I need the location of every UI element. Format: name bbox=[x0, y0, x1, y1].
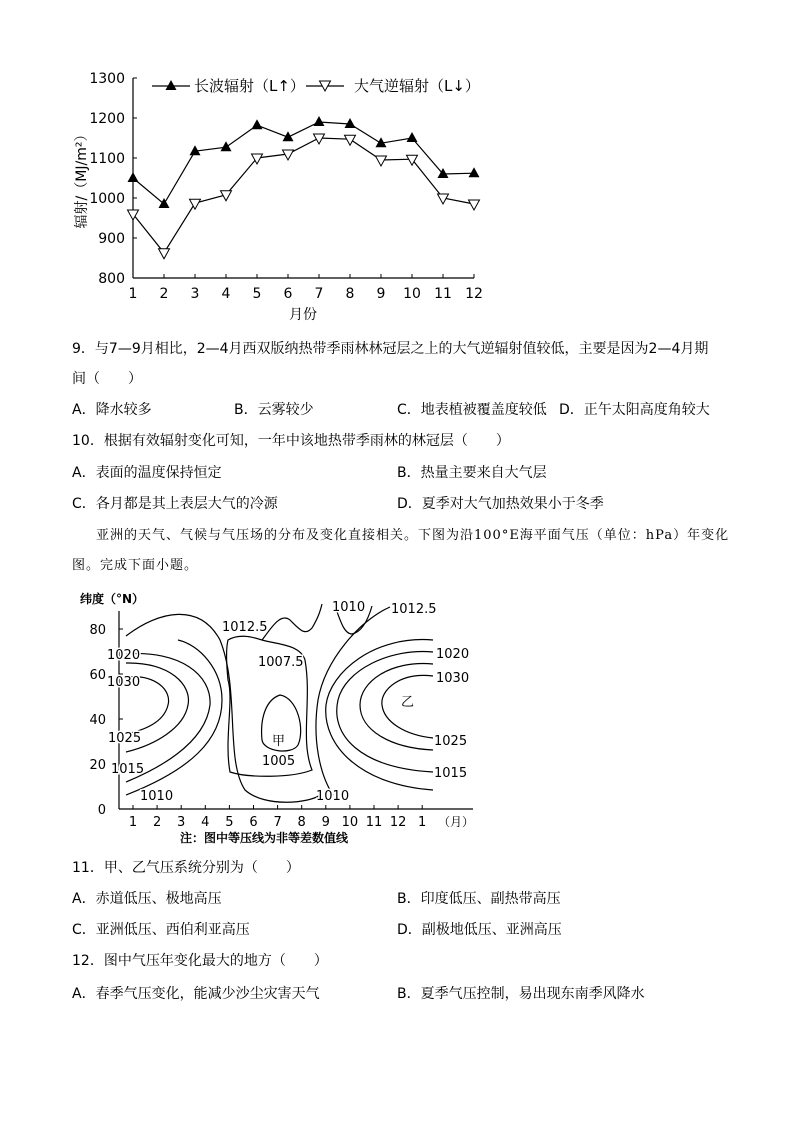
isobar-y-tick-label: 0 bbox=[97, 803, 106, 818]
chart-series bbox=[128, 116, 480, 259]
x-tick-label: 12 bbox=[465, 286, 483, 302]
isobar-label-l1005: 1005 bbox=[262, 754, 296, 769]
isobar-y-title: 纬度（°N） bbox=[80, 592, 145, 606]
x-tick-label: 7 bbox=[314, 286, 324, 302]
point-longwave bbox=[407, 132, 418, 142]
isobar-lines bbox=[126, 604, 433, 802]
isobar-x-tick-label: 1 bbox=[418, 815, 427, 830]
isobar-y-tick-label: 60 bbox=[89, 668, 106, 683]
isobar-label-l1020-right: 1020 bbox=[436, 647, 470, 662]
isobar-x-tick-label: 7 bbox=[273, 815, 282, 830]
point-longwave bbox=[159, 198, 170, 208]
isobar-label-l1010-top: 1010 bbox=[332, 600, 366, 615]
point-longwave bbox=[345, 118, 356, 128]
legend-label-longwave: 长波辐射（L↑） bbox=[194, 77, 305, 95]
isobar-1012-5-left bbox=[126, 614, 320, 802]
isobar-1015-right bbox=[326, 640, 433, 790]
radiation-line-chart bbox=[0, 0, 794, 330]
isobar-x-tick-label: 8 bbox=[297, 815, 306, 830]
isobar-label-l1012-5-a: 1012.5 bbox=[222, 620, 268, 635]
y-tick-label: 1300 bbox=[89, 71, 125, 87]
isobar-x-tick-label: 9 bbox=[321, 815, 330, 830]
isobar-x-tick-label: 3 bbox=[177, 815, 186, 830]
x-tick-label: 1 bbox=[128, 286, 138, 302]
isobar-x-tick-label: 6 bbox=[249, 815, 258, 830]
isobar-y-tick-label: 40 bbox=[89, 713, 106, 728]
x-axis-label: 月份 bbox=[289, 307, 317, 323]
q11-option-a[interactable]: A．赤道低压、极地高压 bbox=[72, 891, 222, 907]
isobar-label-l1015-right: 1015 bbox=[434, 766, 468, 781]
isobar-x-tick-label: 11 bbox=[365, 815, 383, 830]
isobar-note: 注：图中等压线为非等差数值线 bbox=[180, 831, 349, 845]
isobar-1020-right bbox=[337, 652, 433, 772]
isobar-label-l1030-right: 1030 bbox=[436, 671, 470, 686]
q10-option-c[interactable]: C．各月都是其上表层大气的冷源 bbox=[72, 496, 278, 512]
chart-ticks bbox=[89, 71, 483, 302]
isobar-x-tick-label: 12 bbox=[389, 815, 407, 830]
point-longwave bbox=[469, 167, 480, 177]
point-longwave bbox=[252, 119, 263, 129]
isobar-x-unit: （月） bbox=[438, 815, 475, 829]
point-longwave bbox=[128, 172, 139, 182]
x-tick-label: 11 bbox=[434, 286, 452, 302]
series-line-2 bbox=[133, 138, 474, 253]
isobar-x-tick-label: 1 bbox=[128, 815, 138, 830]
isobar-label-l1030-left: 1030 bbox=[107, 675, 141, 690]
x-tick-label: 6 bbox=[283, 286, 293, 302]
q9-option-d[interactable]: D．正午太阳高度角较大 bbox=[559, 402, 710, 418]
point-counter-radiation bbox=[190, 199, 201, 209]
q9-option-b[interactable]: B．云雾较少 bbox=[234, 402, 314, 418]
point-counter-radiation bbox=[469, 200, 480, 210]
isobar-1012-5-top bbox=[262, 604, 322, 640]
x-tick-label: 3 bbox=[190, 286, 200, 302]
q12-option-b[interactable]: B．夏季气压控制，易出现东南季风降水 bbox=[397, 986, 645, 1002]
q9-option-c[interactable]: C．地表植被覆盖度较低 bbox=[397, 402, 547, 418]
q10-stem: 10．根据有效辐射变化可知，一年中该地热带季雨林的林冠层（ ） bbox=[72, 433, 510, 449]
point-counter-radiation bbox=[159, 249, 170, 259]
x-tick-label: 8 bbox=[345, 286, 355, 302]
isobar-x-tick-label: 2 bbox=[152, 815, 162, 830]
q11-option-c[interactable]: C．亚洲低压、西伯利亚高压 bbox=[72, 922, 250, 938]
point-counter-radiation bbox=[345, 135, 356, 145]
isobar-label-l1025-right: 1025 bbox=[434, 734, 468, 749]
legend-label-counter: 大气逆辐射（L↓） bbox=[354, 77, 480, 95]
x-tick-label: 4 bbox=[221, 286, 231, 302]
isobar-y-tick-label: 20 bbox=[89, 758, 106, 773]
isobar-label-l1025-left: 1025 bbox=[108, 731, 142, 746]
q11-option-d[interactable]: D．副极地低压、亚洲高压 bbox=[397, 922, 562, 938]
q10-option-a[interactable]: A．表面的温度保持恒定 bbox=[72, 465, 222, 481]
y-tick-label: 1000 bbox=[89, 191, 125, 207]
isobar-chart bbox=[0, 585, 794, 855]
q10-option-b[interactable]: B．热量主要来自大气层 bbox=[397, 465, 547, 481]
q11-option-b[interactable]: B．印度低压、副热带高压 bbox=[397, 891, 561, 907]
isobar-x-tick-label: 10 bbox=[341, 815, 359, 830]
intro-line1: 亚洲的天气、气候与气压场的分布及变化直接相关。下图为沿100°E海平面气压（单位：hPa）年变化 bbox=[96, 528, 730, 543]
isobar-label-yi: 乙 bbox=[401, 695, 415, 710]
point-counter-radiation bbox=[314, 134, 325, 144]
y-tick-label: 1100 bbox=[89, 151, 125, 167]
isobar-label-jia: 甲 bbox=[272, 734, 286, 749]
isobar-label-l1020-left: 1020 bbox=[107, 648, 141, 663]
q9-stem-line1: 9．与7—9月相比，2—4月西双版纳热带季雨林林冠层之上的大气逆辐射值较低，主要是因为2—4月期 bbox=[72, 341, 709, 357]
isobar-label-l1010-mid: 1010 bbox=[316, 789, 350, 804]
isobar-label-l1012-5-b: 1012.5 bbox=[391, 602, 437, 617]
x-tick-label: 2 bbox=[159, 286, 169, 302]
q9-option-a[interactable]: A．降水较多 bbox=[72, 402, 152, 418]
series-line-1 bbox=[133, 122, 474, 204]
isobar-x-tick-label: 5 bbox=[225, 815, 234, 830]
point-counter-radiation bbox=[376, 156, 387, 166]
x-tick-label: 10 bbox=[403, 286, 421, 302]
isobar-label-l1007-5: 1007.5 bbox=[258, 655, 304, 670]
isobar-label-l1015-left: 1015 bbox=[111, 762, 145, 777]
intro-line2: 图。完成下面小题。 bbox=[72, 558, 199, 573]
y-tick-label: 800 bbox=[98, 271, 125, 287]
chart-legend bbox=[152, 77, 480, 95]
isobar-x-tick-label: 4 bbox=[201, 815, 210, 830]
y-tick-label: 1200 bbox=[89, 111, 125, 127]
point-longwave bbox=[221, 141, 232, 151]
isobar-1025-right bbox=[360, 664, 433, 750]
chart-axes bbox=[133, 78, 474, 278]
x-tick-label: 5 bbox=[252, 286, 262, 302]
y-tick-label: 900 bbox=[98, 231, 125, 247]
q9-stem-line2: 间（ ） bbox=[72, 371, 142, 387]
y-axis-label: 辐射/（MJ/m²） bbox=[74, 127, 90, 229]
q12-stem: 12．图中气压年变化最大的地方（ ） bbox=[72, 953, 328, 969]
legend-marker-longwave bbox=[166, 80, 177, 90]
isobar-label-l1010-left: 1010 bbox=[140, 789, 174, 804]
q10-option-d[interactable]: D．夏季对大气加热效果小于冬季 bbox=[397, 496, 604, 512]
isobar-labels bbox=[107, 600, 469, 804]
q11-stem: 11．甲、乙气压系统分别为（ ） bbox=[72, 860, 300, 876]
isobar-y-tick-label: 80 bbox=[89, 623, 106, 638]
point-longwave bbox=[314, 116, 325, 126]
x-tick-label: 9 bbox=[376, 286, 386, 302]
q12-option-a[interactable]: A．春季气压变化，能减少沙尘灾害天气 bbox=[72, 986, 320, 1002]
